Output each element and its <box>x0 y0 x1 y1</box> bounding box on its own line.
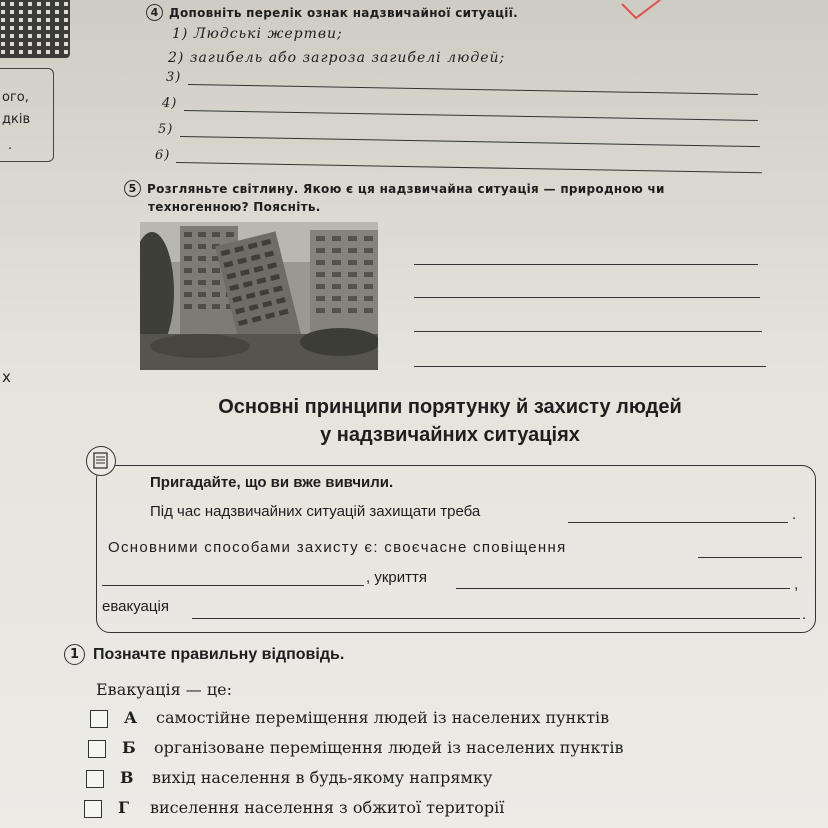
option-b-text[interactable]: організоване переміщення людей із населених пунктів <box>154 738 624 757</box>
reminder-line2-text: Основними способами захисту є: своєчасне сповіщення <box>108 539 567 556</box>
option-h-checkbox[interactable] <box>84 800 102 818</box>
task4-answer-line-6[interactable] <box>176 162 762 173</box>
option-b-letter: Б <box>122 738 136 757</box>
task4-item-2: 2) загибель або загроза загибелі людей; <box>168 50 506 66</box>
task5-title-line2: техногенною? Поясніть. <box>148 200 321 214</box>
task5-answer-line-3[interactable] <box>414 331 762 332</box>
task1-number: 1 <box>64 644 85 665</box>
qr-code <box>0 0 70 58</box>
section-title-line2: у надзвичайних ситуаціях <box>320 424 580 446</box>
margin-text-4: х <box>2 368 11 386</box>
option-a-checkbox[interactable] <box>90 710 108 728</box>
reminder-line3-mid: , укриття <box>366 569 427 586</box>
task4-title: Доповніть перелік ознак надзвичайної ситуації. <box>169 5 518 20</box>
reminder-line1-end: . <box>792 506 797 523</box>
reminder-blank-1[interactable] <box>568 522 788 523</box>
task5-header <box>124 180 665 197</box>
margin-text-3: . <box>8 138 13 153</box>
red-check-mark <box>620 0 664 22</box>
task5-answer-line-2[interactable] <box>414 297 760 298</box>
section-title-line1: Основні принципи порятунку й захисту людей <box>218 396 682 418</box>
photo-illustration <box>140 222 378 370</box>
task4-item-5: 5) <box>158 122 174 137</box>
option-v-text[interactable]: вихід населення в будь-якому напрямку <box>152 768 493 787</box>
option-h-text[interactable]: виселення населення з обжитої території <box>150 798 505 817</box>
option-b-checkbox[interactable] <box>88 740 106 758</box>
reminder-line4-text: евакуація <box>102 598 169 615</box>
task4-item-4: 4) <box>162 96 178 111</box>
reminder-line1-text: Під час надзвичайних ситуацій захищати треба <box>150 503 481 520</box>
reminder-line3-end: , <box>794 576 799 593</box>
reminder-blank-5[interactable] <box>192 618 800 619</box>
task5-title-line1: Розгляньте світлину. Якою є ця надзвичайна ситуація — природною чи <box>147 181 665 196</box>
task4-number: 4 <box>146 4 163 21</box>
option-v-letter: В <box>120 768 134 787</box>
option-a-text[interactable]: самостійне переміщення людей із населених пунктів <box>156 708 610 727</box>
task4-answer-line-3[interactable] <box>188 84 758 95</box>
task5-answer-line-4[interactable] <box>414 366 766 367</box>
reminder-blank-3[interactable] <box>102 585 364 586</box>
reminder-blank-4[interactable] <box>456 588 790 589</box>
task1-title: Позначте правильну відповідь. <box>93 645 345 663</box>
reminder-heading: Пригадайте, що ви вже вивчили. <box>150 474 394 491</box>
option-v-checkbox[interactable] <box>86 770 104 788</box>
task1-question: Евакуація — це: <box>96 680 232 699</box>
task4-header <box>146 4 518 21</box>
margin-text-1: ого, <box>2 90 29 105</box>
margin-text-2: дків <box>2 112 31 127</box>
task5-number: 5 <box>124 180 141 197</box>
task4-item-3: 3) <box>166 70 182 85</box>
task1-header <box>64 644 344 665</box>
task4-answer-line-5[interactable] <box>180 136 760 147</box>
task4-item-1: 1) Людські жертви; <box>172 26 343 42</box>
option-a-letter: А <box>124 708 138 727</box>
reminder-blank-2[interactable] <box>698 557 802 558</box>
task4-item-6: 6) <box>155 148 171 163</box>
option-h-letter: Г <box>118 798 130 817</box>
notebook-icon <box>86 446 116 476</box>
task4-answer-line-4[interactable] <box>184 110 758 121</box>
collapsed-building-photo <box>140 222 378 370</box>
task5-answer-line-1[interactable] <box>414 264 758 265</box>
reminder-line4-end: . <box>802 606 807 623</box>
